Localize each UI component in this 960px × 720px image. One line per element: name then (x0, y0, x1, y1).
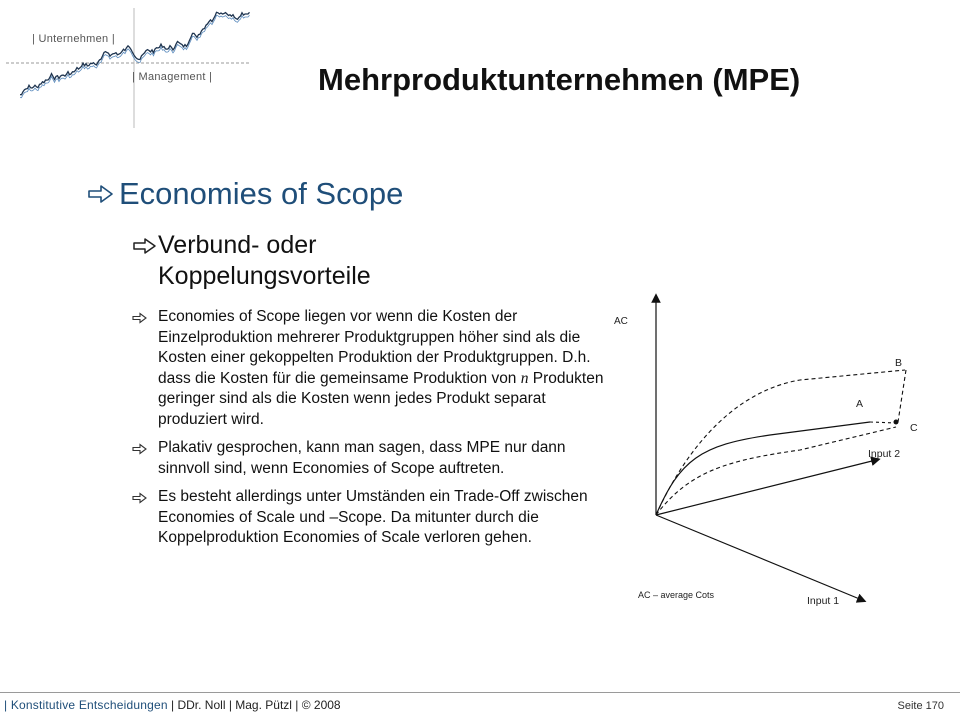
input1-label: Input 1 (807, 595, 840, 607)
connector-b-c (898, 370, 906, 422)
arrow-bullet-icon (132, 438, 158, 479)
curve-b (656, 370, 905, 515)
subheading (132, 230, 472, 292)
connector-a-c (870, 422, 896, 423)
bullet-text: Es besteht allerdings unter Umständen ein Trade-Off zwischen Economies of Scale und –Scope. Da mitunter durch die Koppelproduktion Economies of Scale verloren gehen. (158, 488, 588, 546)
bullet-text: Economies of Scope liegen vor wenn die Kosten der Einzelproduktion mehrerer Produktgruppen höher sind als die Kosten einer gekoppelten Produktion der Produktgruppen. D.h. dass die Kosten für die gemeinsame Produktion von n Produkten geringer sind als die Kosten wenn jedes Produkt separat produziert wird. (158, 308, 604, 428)
footer-section: | Konstitutive Entscheidungen (4, 698, 168, 712)
heading-text: Economies of Scope (119, 176, 404, 211)
footer-authors: | DDr. Noll | Mag. Pützl | © 2008 (167, 698, 341, 712)
curve-a (656, 422, 870, 515)
heading-economies-of-scope (87, 176, 403, 212)
diagram-note: AC – average Cots (638, 590, 715, 600)
point-b-label: B (895, 357, 903, 369)
input2-axis (656, 460, 876, 515)
arrow-bullet-icon (87, 183, 115, 205)
bullet-list (132, 307, 612, 557)
bullet-text: Plakativ gesprochen, kann man sagen, dass MPE nur dann sinnvoll sind, wenn Economies of Scope auftreten. (158, 439, 566, 477)
page-title: Mehrproduktunternehmen (MPE) (318, 62, 801, 97)
arrow-bullet-icon (132, 235, 158, 257)
subheading-text: Verbund- oder Koppelungsvorteile (158, 231, 371, 290)
logo-label-top: | Unternehmen | (32, 33, 115, 45)
point-a-label: A (856, 398, 864, 410)
list-item (132, 487, 612, 549)
footer (4, 698, 341, 712)
stock-chart-logo (0, 0, 260, 130)
point-c-label: C (910, 422, 918, 434)
list-item (132, 438, 612, 479)
input1-axis (656, 515, 862, 600)
arrow-bullet-icon (132, 307, 158, 430)
logo-label-bottom: | Management | (132, 71, 213, 83)
list-item (132, 307, 612, 430)
arrow-bullet-icon (132, 487, 158, 549)
cost-diagram (600, 280, 918, 620)
point-c-marker (894, 420, 899, 425)
input2-label: Input 2 (868, 448, 901, 460)
footer-divider (0, 692, 960, 693)
curve-lower (656, 427, 896, 515)
page-number: Seite 170 (897, 700, 944, 712)
ac-label: AC (614, 316, 628, 327)
